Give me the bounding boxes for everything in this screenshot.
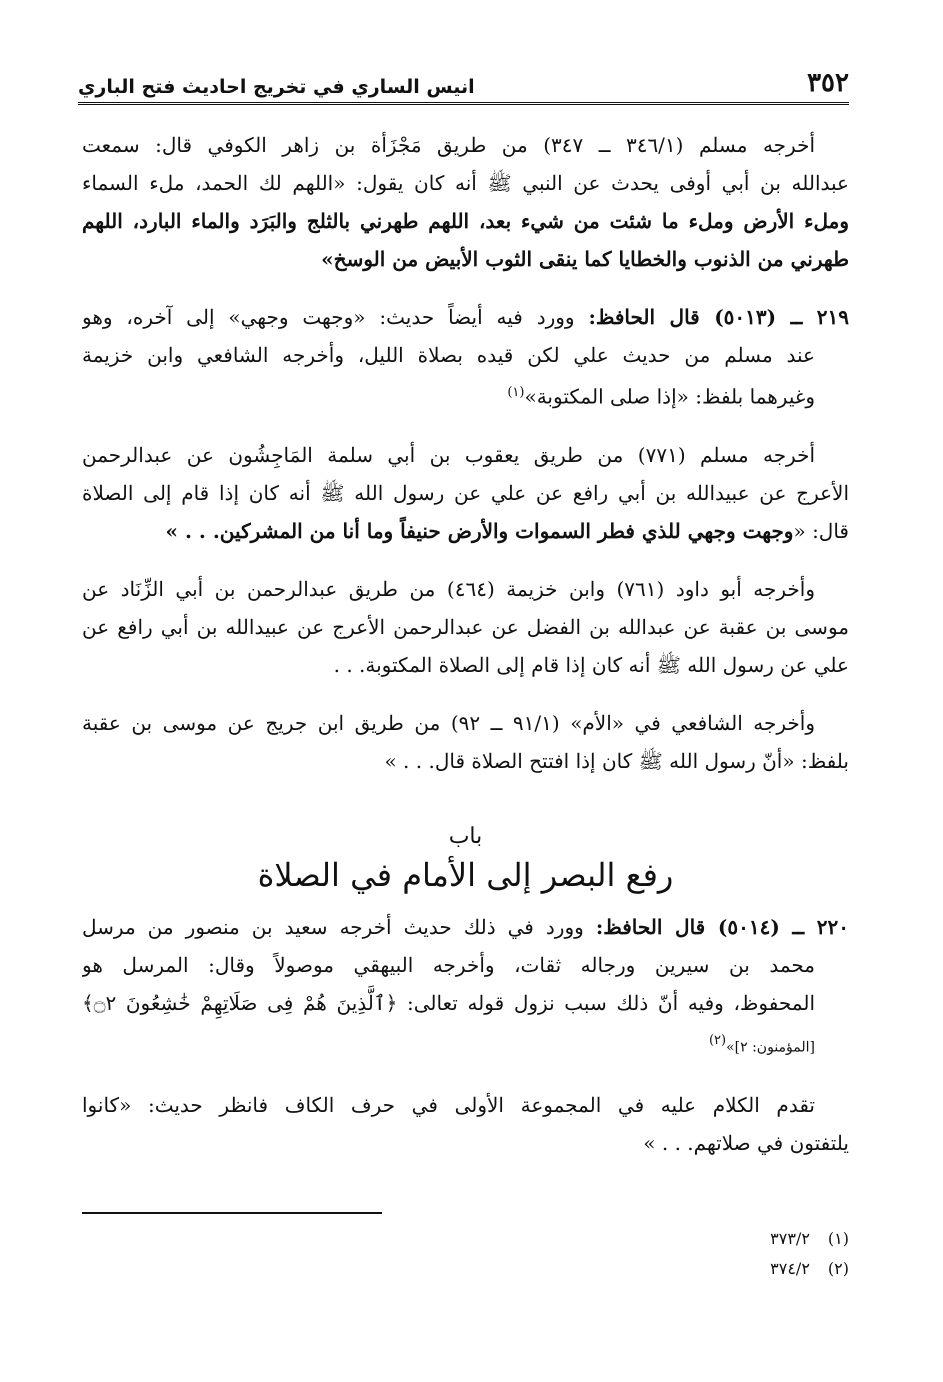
footnote-text: ٣٧٣/٢ (770, 1229, 810, 1248)
text-line: وملء الأرض وملء ما شئت من شيء بعد، اللهم طهرني بالثلج والبَرَد والماء البارد، اللهم (82, 209, 849, 233)
quran-reference: [المؤمنون: ٢]» (726, 1039, 815, 1056)
quote-intro: قال: « (793, 518, 849, 543)
paragraph-takhrij-4 (82, 704, 849, 780)
text-line: طهرني من الذنوب والخطايا كما ينقى الثوب الأبيض من الوسخ» (321, 247, 849, 271)
text-line: وأخرجه الشافعي في «الأم» (٩١/١ ــ ٩٢) من طريق ابن جريج عن موسى بن عقبة (82, 710, 815, 735)
text-line: الأعرج عن عبيدالله بن أبي رافع عن علي عن رسول الله ﷺ أنه كان إذا قام إلى الصلاة (82, 480, 849, 505)
text-line (82, 298, 849, 336)
body-text (82, 126, 849, 1182)
entry-number: ٢٢٠ ــ (٥٠١٤) قال الحافظ: (595, 914, 849, 939)
paragraph-takhrij-1 (82, 126, 849, 278)
text-line (82, 1022, 849, 1067)
text-line: أخرجه مسلم (٧٧١) من طريق يعقوب بن أبي سلمة المَاجِشُون عن عبدالرحمن (82, 442, 816, 467)
footnote-number: (١) (827, 1229, 849, 1248)
footnote-2 (400, 1254, 849, 1284)
entry-text: وورد في ذلك حديث أخرجه سعيد بن منصور من مرسل (82, 914, 584, 939)
footnote-separator (82, 1212, 382, 1214)
hadith-entry-220 (82, 908, 849, 1067)
text-line (82, 512, 849, 550)
footnote-ref: (٢) (708, 1032, 727, 1048)
chapter-title: رفع البصر إلى الأمام في الصلاة (257, 855, 674, 894)
paragraph-takhrij-3 (82, 570, 849, 684)
running-header (78, 62, 849, 105)
text-line: بلفظ: «أنّ رسول الله ﷺ كان إذا افتتح الصلاة قال. . . » (384, 748, 849, 773)
footnote-number: (٢) (827, 1259, 849, 1278)
chapter-heading (82, 822, 849, 898)
text-line: محمد بن سيرين ورجاله ثقات، وأخرجه البيهقي موصولاً وقال: المرسل هو (82, 952, 815, 977)
text-line: تقدم الكلام عليه في المجموعة الأولى في حرف الكاف فانظر حديث: «كانوا (82, 1093, 815, 1118)
page-number: ٣٥٢ (807, 68, 849, 98)
hadith-entry-219 (82, 298, 849, 416)
paragraph-cross-reference (82, 1086, 849, 1162)
book-title: انيس الساري في تخريج احاديث فتح الباري (78, 76, 475, 98)
text-line: أخرجه مسلم (٣٤٦/١ ــ ٣٤٧) من طريق مَجْزَأة بن زاهر الكوفي قال: سمعت (82, 133, 815, 157)
text-line (82, 908, 849, 946)
text-line: وأخرجه أبو داود (٧٦١) وابن خزيمة (٤٦٤) من طريق عبدالرحمن بن أبي الزِّنَاد عن (82, 576, 815, 601)
text-line: عبدالله بن أبي أوفى يحدث عن النبي ﷺ أنه كان يقول: «اللهم لك الحمد، ملء السماء (82, 171, 849, 195)
paragraph-takhrij-2 (82, 436, 849, 550)
footnotes (400, 1224, 849, 1284)
text-line: يلتفتون في صلاتهم. . . » (643, 1131, 849, 1156)
entry-number: ٢١٩ ــ (٥٠١٣) قال الحافظ: (588, 305, 849, 329)
quote-text: وجهت وجهي للذي فطر السموات والأرض حنيفاً وما أنا من المشركين. . . » (165, 518, 794, 543)
text-line: المحفوظ، وفيه أنّ ذلك سبب نزول قوله تعالى: ﴿ٱلَّذِينَ هُمْ فِى صَلَاتِهِمْ خَٰشِعُونَ ۝٢﴾ (82, 990, 815, 1015)
text-line: عند مسلم من حديث علي لكن قيده بصلاة الليل، وأخرجه الشافعي وابن خزيمة (82, 343, 815, 367)
text-line: موسى بن عقبة عن عبدالله بن الفضل عن عبدالرحمن الأعرج عن عبيدالله بن أبي رافع عن (82, 614, 849, 639)
text-line (82, 374, 849, 416)
footnote-ref: (١) (507, 385, 525, 400)
text-line: علي عن رسول الله ﷺ أنه كان إذا قام إلى الصلاة المكتوبة. . . (333, 652, 849, 677)
entry-text: وغيرهما بلفظ: «إذا صلى المكتوبة» (524, 384, 815, 409)
entry-text: وورد فيه أيضاً حديث: «وجهت وجهي» إلى آخره، وهو (82, 305, 575, 329)
footnote-text: ٣٧٤/٢ (770, 1259, 810, 1278)
footnote-1 (400, 1224, 849, 1254)
chapter-label: باب (448, 823, 483, 849)
